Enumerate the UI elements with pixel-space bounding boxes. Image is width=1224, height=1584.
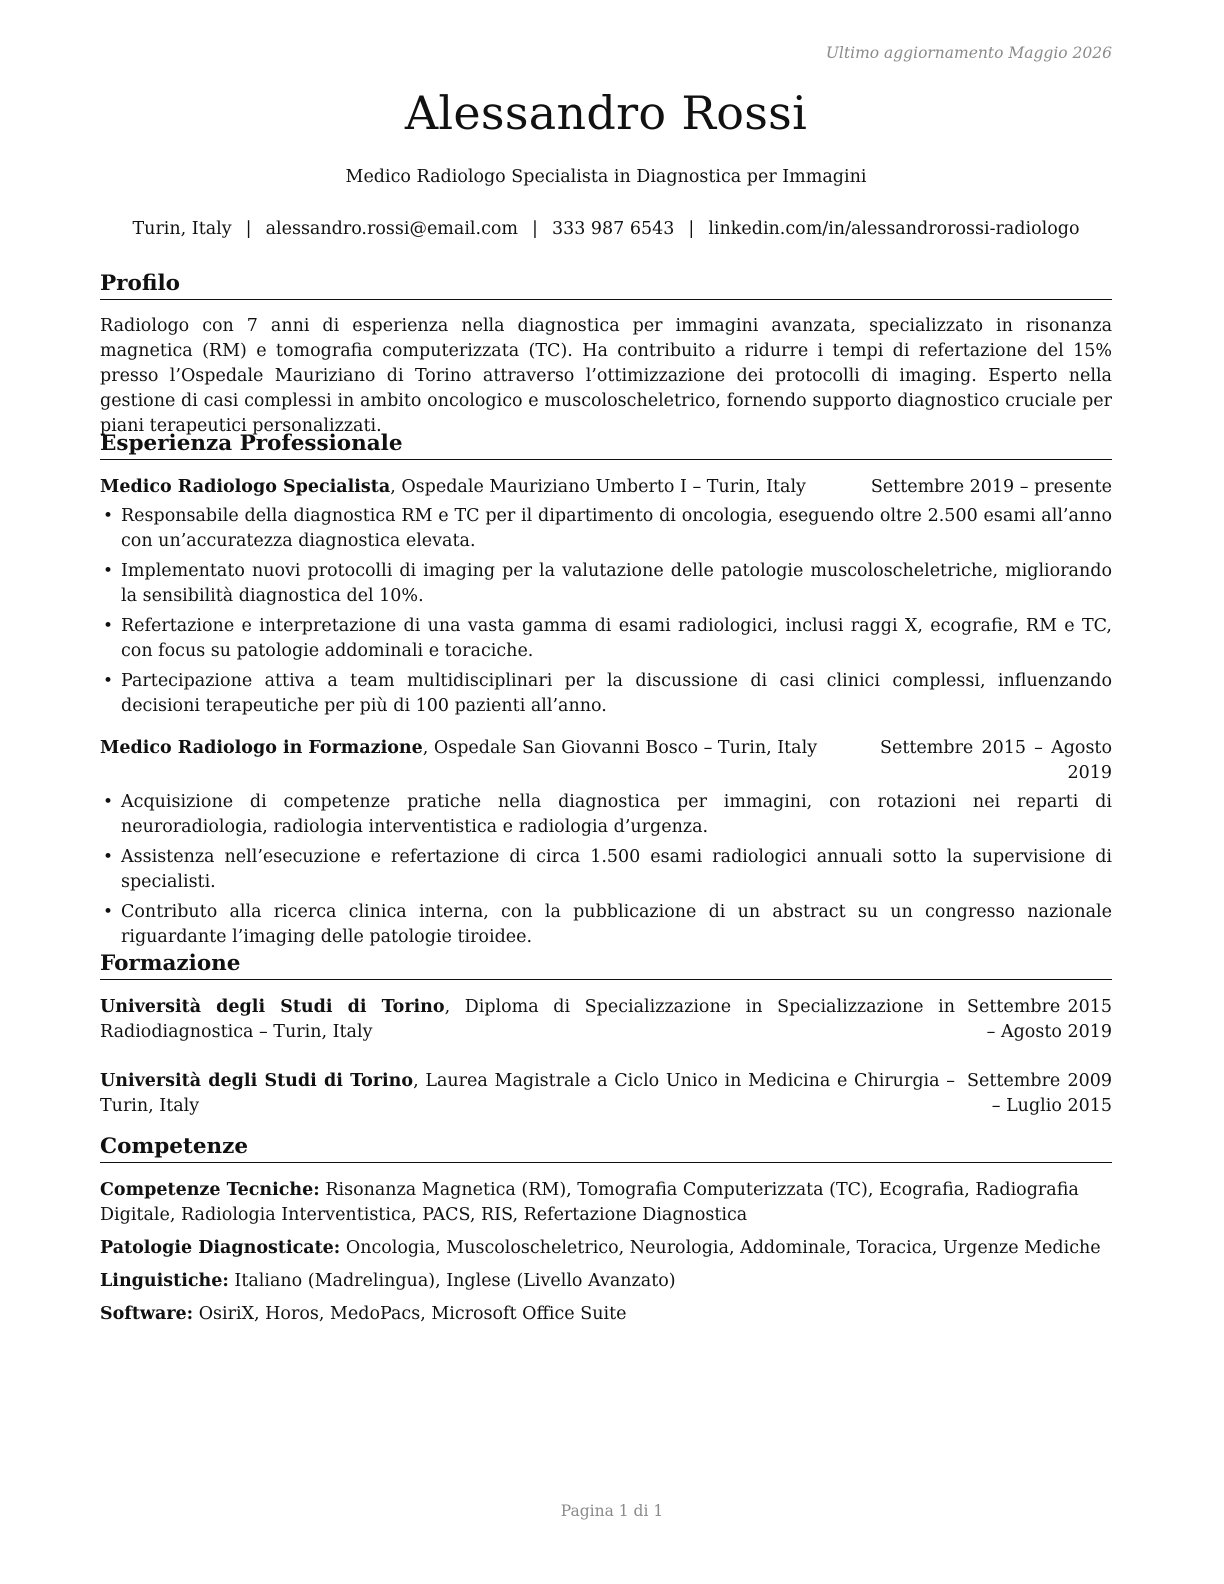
experience-section: [100, 430, 1112, 955]
skill-label: Patologie Diagnosticate:: [100, 1238, 341, 1258]
bullet-icon: •: [103, 792, 114, 812]
section-title-skills: Competenze: [100, 1133, 1112, 1163]
job-role: Medico Radiologo Specialista: [100, 477, 391, 497]
bullet-text: Refertazione e interpretazione di una vasta gamma di esami radiologici, inclusi raggi X, ecografie, RM e TC, con focus su patologie addominali e toraciche.: [121, 616, 1112, 661]
job-header: [100, 475, 1112, 500]
skill-label: Linguistiche:: [100, 1271, 229, 1291]
contact-separator: |: [688, 219, 695, 239]
skill-row: [100, 1302, 1112, 1327]
job-entry: [100, 475, 1112, 719]
bullet-icon: •: [103, 847, 114, 867]
bullet-text: Contributo alla ricerca clinica interna, con la pubblicazione di un abstract su un congresso nazionale riguardante l’imaging delle patologie tiroidee.: [121, 902, 1112, 947]
section-title-education: Formazione: [100, 950, 1112, 980]
profile-section: [100, 270, 1112, 439]
education-entry: [100, 1069, 1112, 1119]
bullet-text: Assistenza nell’esecuzione e refertazione di circa 1.500 esami radiologici annuali sotto la supervisione di specialisti.: [121, 847, 1112, 892]
job-bullets: [100, 504, 1112, 719]
bullet-icon: •: [103, 671, 114, 691]
last-updated: Ultimo aggiornamento Maggio 2026: [825, 44, 1112, 62]
bullet-text: Acquisizione di competenze pratiche nella diagnostica per immagini, con rotazioni nei reparti di neuroradiologia, radiologia interventistica e radiologia d’urgenza.: [121, 792, 1112, 837]
job-place: , Ospedale San Giovanni Bosco – Turin, Italy: [422, 738, 818, 758]
list-item: [100, 845, 1112, 895]
skill-row: [100, 1269, 1112, 1294]
list-item: [100, 504, 1112, 554]
skills-list: [100, 1178, 1112, 1327]
job-role: Medico Radiologo in Formazione: [100, 738, 423, 758]
skill-value: Italiano (Madrelingua), Inglese (Livello Avanzato): [228, 1271, 676, 1291]
skill-value: Risonanza Magnetica (RM), Tomografia Computerizzata (TC), Ecografia, Radiografia Digitale, Radiologia Interventistica, PACS, RIS, Refertazione Diagnostica: [100, 1180, 1079, 1225]
candidate-title: Medico Radiologo Specialista in Diagnostica per Immagini: [345, 167, 867, 187]
education-dates: Settembre 2015 – Agosto 2019: [967, 997, 1112, 1042]
skill-label: Software:: [100, 1304, 194, 1324]
bullet-icon: •: [103, 616, 114, 636]
education-school: Università degli Studi di Torino: [100, 997, 445, 1017]
education-dates: Settembre 2009 – Luglio 2015: [967, 1071, 1112, 1116]
skill-row: [100, 1178, 1112, 1228]
job-header: [100, 736, 1112, 786]
skill-value: OsiriX, Horos, MedoPacs, Microsoft Office Suite: [193, 1304, 627, 1324]
contact-linkedin[interactable]: linkedin.com/in/alessandrorossi-radiologo: [708, 219, 1080, 239]
job-entry: [100, 736, 1112, 950]
education-school: Università degli Studi di Torino: [100, 1071, 414, 1091]
bullet-text: Responsabile della diagnostica RM e TC per il dipartimento di oncologia, eseguendo oltre 2.500 esami all’anno con un’accuratezza diagnostica elevata.: [121, 506, 1112, 551]
contact-location: Turin, Italy: [132, 219, 232, 239]
list-item: [100, 900, 1112, 950]
resume-page: [100, 0, 1112, 1584]
education-degree: , Laurea Magistrale a Ciclo Unico in Medicina e Chirurgia – Turin, Italy: [100, 1071, 955, 1116]
job-place: , Ospedale Mauriziano Umberto I – Turin, Italy: [390, 477, 806, 497]
contact-separator: |: [532, 219, 538, 239]
contact-email[interactable]: alessandro.rossi@email.com: [265, 219, 519, 239]
job-dates: Settembre 2015 – Agosto 2019: [880, 738, 1112, 783]
bullet-icon: •: [103, 902, 114, 922]
education-degree: , Diploma di Specializzazione in Specializzazione in Radiodiagnostica – Turin, Italy: [100, 997, 955, 1042]
skill-value: Oncologia, Muscoloscheletrico, Neurologia, Addominale, Toracica, Urgenze Mediche: [340, 1238, 1101, 1258]
skill-row: [100, 1236, 1112, 1261]
section-title-experience: Esperienza Professionale: [100, 430, 1112, 460]
profile-summary: Radiologo con 7 anni di esperienza nella diagnostica per immagini avanzata, specializzato in risonanza magnetica (RM) e tomografia computerizzata (TC). Ha contribuito a ridurre i tempi di refertazione del 15% presso l’Ospedale Mauriziano di Torino attraverso l’ottimizzazione dei protocolli di imaging. Esperto nella gestione di casi complessi in ambito oncologico e muscoloscheletrico, fornendo supporto diagnostico cruciale per piani terapeutici personalizzati.: [100, 316, 1112, 436]
contact-separator: |: [245, 219, 252, 239]
job-dates: Settembre 2019 – presente: [870, 477, 1112, 497]
list-item: [100, 614, 1112, 664]
skills-section: [100, 1133, 1112, 1335]
contact-line: [100, 219, 1112, 239]
bullet-text: Partecipazione attiva a team multidisciplinari per la discussione di casi clinici complessi, influenzando decisioni terapeutiche per più di 100 pazienti all’anno.: [121, 671, 1112, 716]
bullet-text: Implementato nuovi protocolli di imaging per la valutazione delle patologie muscoloscheletriche, migliorando la sensibilità diagnostica del 10%.: [121, 561, 1112, 606]
section-title-profile: Profilo: [100, 270, 1112, 300]
candidate-name: Alessandro Rossi: [404, 86, 808, 140]
list-item: [100, 669, 1112, 719]
job-bullets: [100, 790, 1112, 950]
education-section: [100, 950, 1112, 1119]
page-number: Pagina 1 di 1: [560, 1502, 664, 1520]
contact-phone[interactable]: 333 987 6543: [551, 219, 675, 239]
list-item: [100, 790, 1112, 840]
education-entry: [100, 995, 1112, 1045]
list-item: [100, 559, 1112, 609]
bullet-icon: •: [103, 561, 114, 581]
skill-label: Competenze Tecniche:: [100, 1180, 320, 1200]
bullet-icon: •: [103, 506, 114, 526]
